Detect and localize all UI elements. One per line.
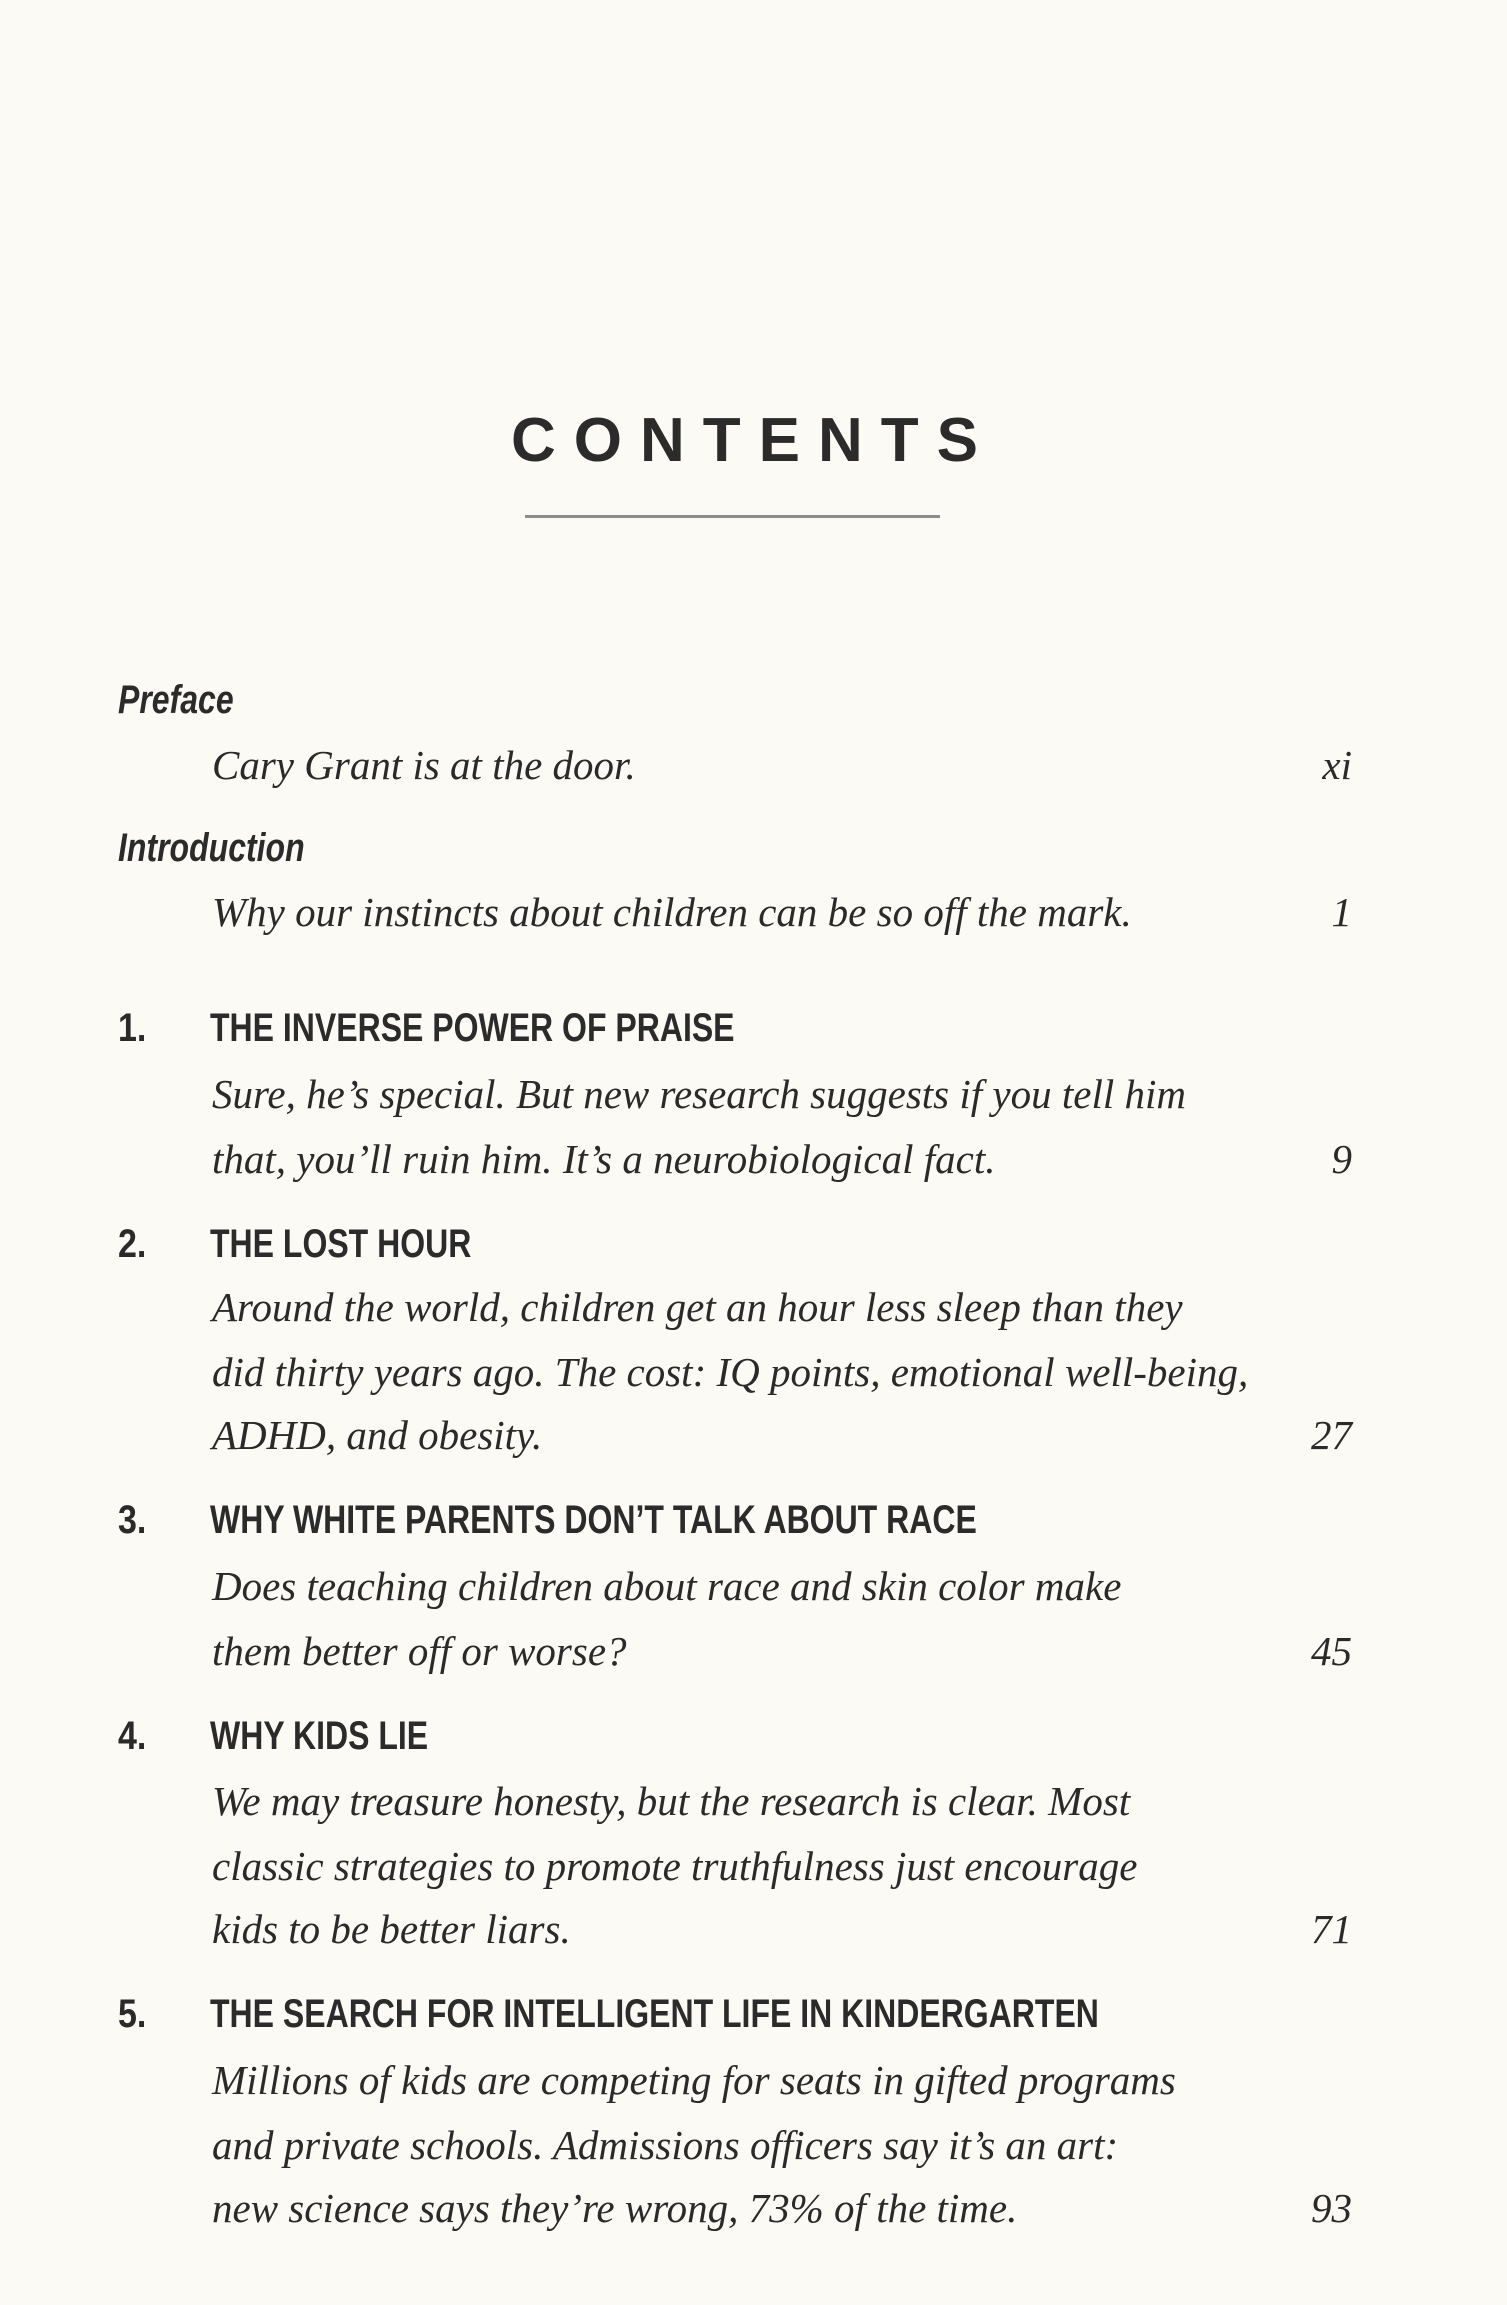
- chapter-description: Around the world, children get an hour less sleep than they: [212, 1284, 1183, 1330]
- chapter-page-number: 45: [1311, 1628, 1352, 1674]
- entry-description: Cary Grant is at the door.: [212, 742, 636, 788]
- chapter-number: 3.: [118, 1498, 147, 1542]
- chapter-heading: WHY KIDS LIE: [210, 1714, 429, 1758]
- chapter-page-number: 71: [1311, 1906, 1352, 1952]
- chapter-number: 1.: [118, 1006, 147, 1050]
- chapter-description: We may treasure honesty, but the research is clear. Most: [212, 1778, 1131, 1824]
- chapter-page-number: 27: [1311, 1412, 1352, 1458]
- chapter-description: ADHD, and obesity.: [212, 1412, 543, 1458]
- chapter-number: 2.: [118, 1222, 147, 1266]
- entry-page-number: 1: [1331, 889, 1352, 935]
- entry-heading: Introduction: [118, 826, 305, 870]
- chapter-heading: THE INVERSE POWER OF PRAISE: [210, 1006, 735, 1050]
- chapter-description: that, you’ll ruin him. It’s a neurobiological fact.: [212, 1136, 996, 1182]
- chapter-heading: THE SEARCH FOR INTELLIGENT LIFE IN KINDERGARTEN: [210, 1992, 1099, 2036]
- chapter-number: 5.: [118, 1992, 147, 2036]
- chapter-description: Millions of kids are competing for seats in gifted programs: [212, 2057, 1176, 2103]
- entry-description: Why our instincts about children can be so off the mark.: [212, 889, 1132, 935]
- entry-page-number: xi: [1322, 742, 1352, 788]
- page-title: CONTENTS: [511, 406, 996, 475]
- chapter-heading: THE LOST HOUR: [210, 1222, 472, 1266]
- chapter-description: did thirty years ago. The cost: IQ points, emotional well-being,: [212, 1349, 1249, 1395]
- title-rule: [525, 515, 940, 518]
- chapter-page-number: 93: [1311, 2185, 1352, 2231]
- chapter-description: Does teaching children about race and skin color make: [212, 1563, 1122, 1609]
- chapter-description: Sure, he’s special. But new research suggests if you tell him: [212, 1071, 1186, 1117]
- chapter-description: new science says they’re wrong, 73% of the time.: [212, 2185, 1018, 2231]
- chapter-number: 4.: [118, 1714, 147, 1758]
- chapter-description: kids to be better liars.: [212, 1906, 571, 1952]
- chapter-description: classic strategies to promote truthfulness just encourage: [212, 1843, 1138, 1889]
- entry-heading: Preface: [118, 678, 234, 722]
- chapter-heading: WHY WHITE PARENTS DON’T TALK ABOUT RACE: [210, 1498, 977, 1542]
- chapter-page-number: 9: [1331, 1136, 1352, 1182]
- chapter-description: and private schools. Admissions officers say it’s an art:: [212, 2122, 1119, 2168]
- chapter-description: them better off or worse?: [212, 1628, 627, 1674]
